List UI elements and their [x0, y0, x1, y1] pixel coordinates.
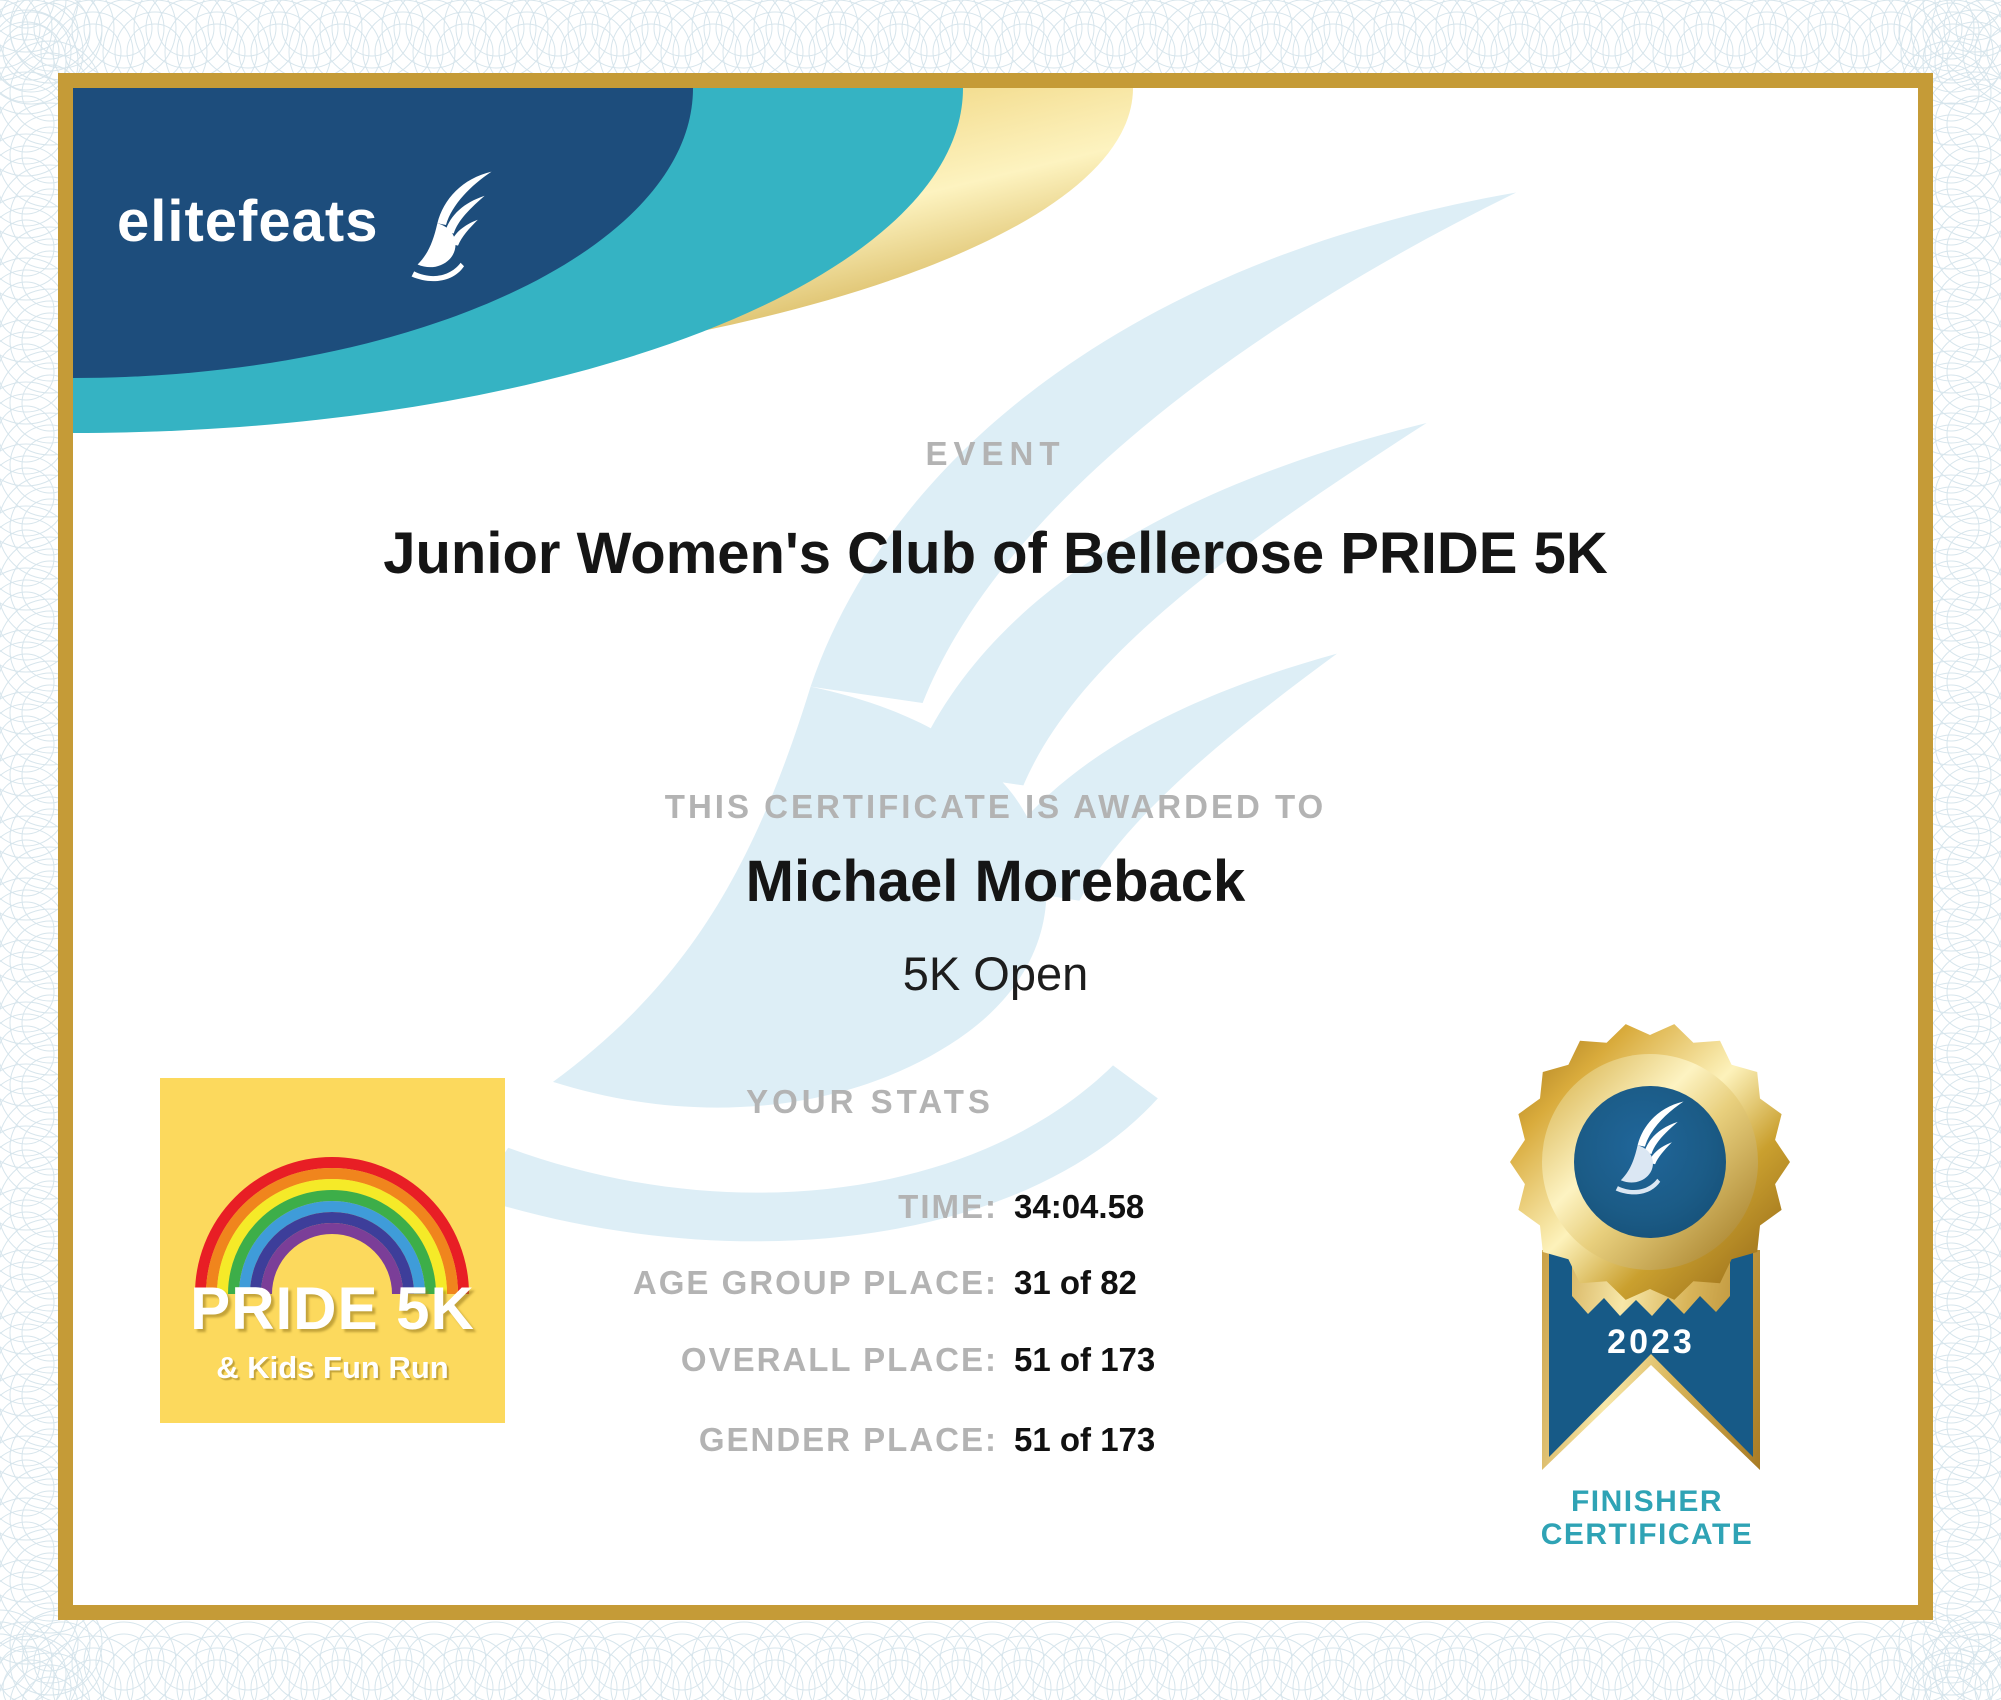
runner-name: Michael Moreback [745, 849, 1246, 914]
finisher-certificate-caption [1507, 1485, 1787, 1551]
stat-value: 51 of 173 [1014, 1421, 1156, 1458]
winged-foot-icon [1610, 1100, 1690, 1224]
certificate-body [73, 88, 1918, 1605]
race-logo-title: PRIDE 5K [190, 1275, 475, 1342]
event-title: Junior Women's Club of Bellerose PRIDE 5K [383, 521, 1608, 586]
race-division: 5K Open [902, 947, 1089, 1000]
event-label: EVENT [925, 435, 1066, 472]
stat-value: 31 of 82 [1014, 1264, 1137, 1301]
stat-label: AGE GROUP PLACE: [632, 1264, 998, 1301]
stat-label: TIME: [898, 1188, 998, 1225]
certificate-frame [58, 73, 1933, 1620]
stat-label: OVERALL PLACE: [680, 1341, 998, 1378]
rainbow-icon [160, 1106, 505, 1296]
pride-5k-event-logo [160, 1078, 505, 1423]
stat-label: GENDER PLACE: [698, 1421, 998, 1458]
stat-value: 51 of 173 [1014, 1341, 1156, 1378]
medal-year: 2023 [1607, 1323, 1695, 1361]
caption-line-1: FINISHER [1570, 1485, 1723, 1518]
elitefeats-logo-text: elitefeats [117, 189, 379, 254]
race-logo-subtitle: & Kids Fun Run [216, 1350, 449, 1385]
winged-foot-icon [409, 168, 495, 318]
caption-line-2: CERTIFICATE [1540, 1518, 1754, 1551]
your-stats-heading: YOUR STATS [746, 1083, 994, 1120]
awarded-to-label: THIS CERTIFICATE IS AWARDED TO [664, 788, 1327, 825]
stat-value: 34:04.58 [1014, 1188, 1145, 1225]
medal-center [1574, 1086, 1726, 1238]
